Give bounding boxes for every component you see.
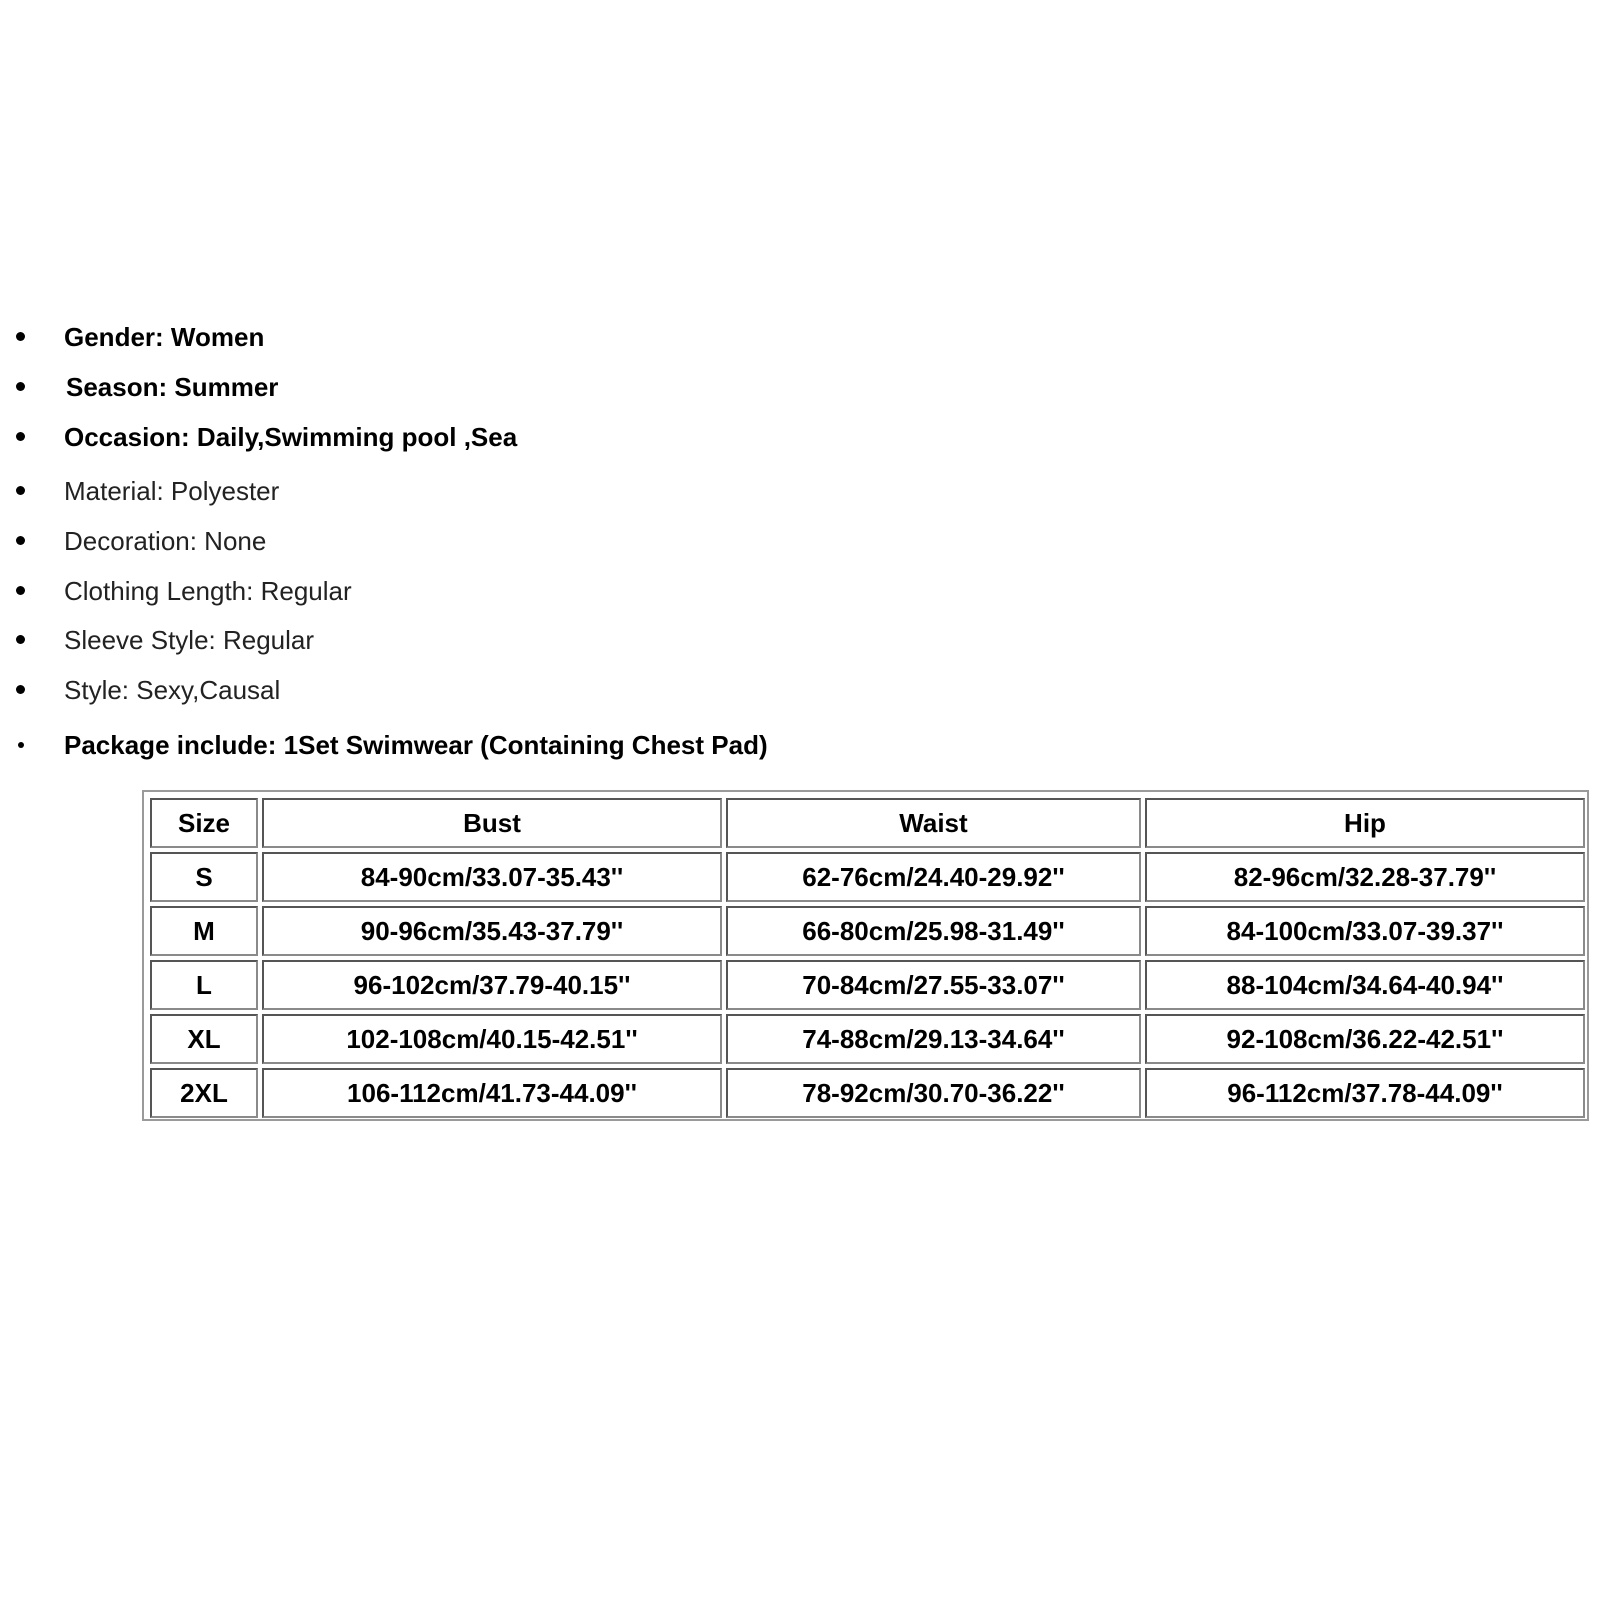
spec-item-sleeve-style bbox=[0, 619, 1000, 663]
bullet-icon bbox=[18, 742, 24, 748]
bust-cell: 106-112cm/41.73-44.09'' bbox=[262, 1068, 722, 1118]
waist-cell: 78-92cm/30.70-36.22'' bbox=[726, 1068, 1141, 1118]
bullet-icon bbox=[16, 635, 25, 644]
table-row bbox=[150, 960, 1585, 1010]
spec-text: Decoration: None bbox=[64, 526, 267, 556]
size-cell: S bbox=[150, 852, 258, 902]
bullet-icon bbox=[16, 536, 25, 545]
bust-cell: 90-96cm/35.43-37.79'' bbox=[262, 906, 722, 956]
bust-cell: 96-102cm/37.79-40.15'' bbox=[262, 960, 722, 1010]
waist-cell: 70-84cm/27.55-33.07'' bbox=[726, 960, 1141, 1010]
table-header-row bbox=[150, 798, 1585, 848]
waist-cell: 66-80cm/25.98-31.49'' bbox=[726, 906, 1141, 956]
bullet-icon bbox=[16, 586, 25, 595]
spec-text: Sleeve Style: Regular bbox=[64, 625, 315, 655]
spec-item-decoration bbox=[0, 520, 1000, 564]
size-chart bbox=[142, 790, 1589, 1121]
bust-cell: 102-108cm/40.15-42.51'' bbox=[262, 1014, 722, 1064]
spec-text: Material: Polyester bbox=[64, 476, 280, 506]
bullet-icon bbox=[16, 685, 25, 694]
product-spec-list bbox=[0, 0, 1600, 760]
column-header-waist: Waist bbox=[726, 798, 1141, 848]
spec-item-season bbox=[0, 366, 1000, 410]
spec-text: Clothing Length: Regular bbox=[64, 576, 352, 606]
spec-item-clothing-length bbox=[0, 570, 1000, 614]
size-cell: XL bbox=[150, 1014, 258, 1064]
spec-text: Season: Summer bbox=[66, 372, 279, 402]
spec-text: Style: Sexy,Causal bbox=[64, 675, 281, 705]
hip-cell: 84-100cm/33.07-39.37'' bbox=[1145, 906, 1585, 956]
column-header-bust: Bust bbox=[262, 798, 722, 848]
spec-text: Gender: Women bbox=[64, 322, 265, 352]
table-row bbox=[150, 906, 1585, 956]
bullet-icon bbox=[16, 432, 25, 441]
spec-item-occasion bbox=[0, 416, 1000, 460]
waist-cell: 62-76cm/24.40-29.92'' bbox=[726, 852, 1141, 902]
spec-item-material bbox=[0, 470, 1000, 514]
table-row bbox=[150, 1068, 1585, 1118]
table-row bbox=[150, 1014, 1585, 1064]
size-cell: M bbox=[150, 906, 258, 956]
column-header-size: Size bbox=[150, 798, 258, 848]
waist-cell: 74-88cm/29.13-34.64'' bbox=[726, 1014, 1141, 1064]
spec-item-gender bbox=[0, 316, 1000, 360]
bullet-icon bbox=[16, 382, 25, 391]
spec-item-package bbox=[0, 724, 1000, 768]
hip-cell: 96-112cm/37.78-44.09'' bbox=[1145, 1068, 1585, 1118]
bullet-icon bbox=[16, 332, 25, 341]
column-header-hip: Hip bbox=[1145, 798, 1585, 848]
hip-cell: 92-108cm/36.22-42.51'' bbox=[1145, 1014, 1585, 1064]
spec-text: Occasion: Daily,Swimming pool ,Sea bbox=[64, 422, 518, 452]
size-cell: 2XL bbox=[150, 1068, 258, 1118]
bullet-icon bbox=[16, 486, 25, 495]
table-row bbox=[150, 852, 1585, 902]
hip-cell: 82-96cm/32.28-37.79'' bbox=[1145, 852, 1585, 902]
size-table bbox=[146, 794, 1589, 1122]
size-cell: L bbox=[150, 960, 258, 1010]
bust-cell: 84-90cm/33.07-35.43'' bbox=[262, 852, 722, 902]
hip-cell: 88-104cm/34.64-40.94'' bbox=[1145, 960, 1585, 1010]
spec-item-style bbox=[0, 669, 1000, 713]
spec-text: Package include: 1Set Swimwear (Containing Chest Pad) bbox=[64, 730, 768, 760]
